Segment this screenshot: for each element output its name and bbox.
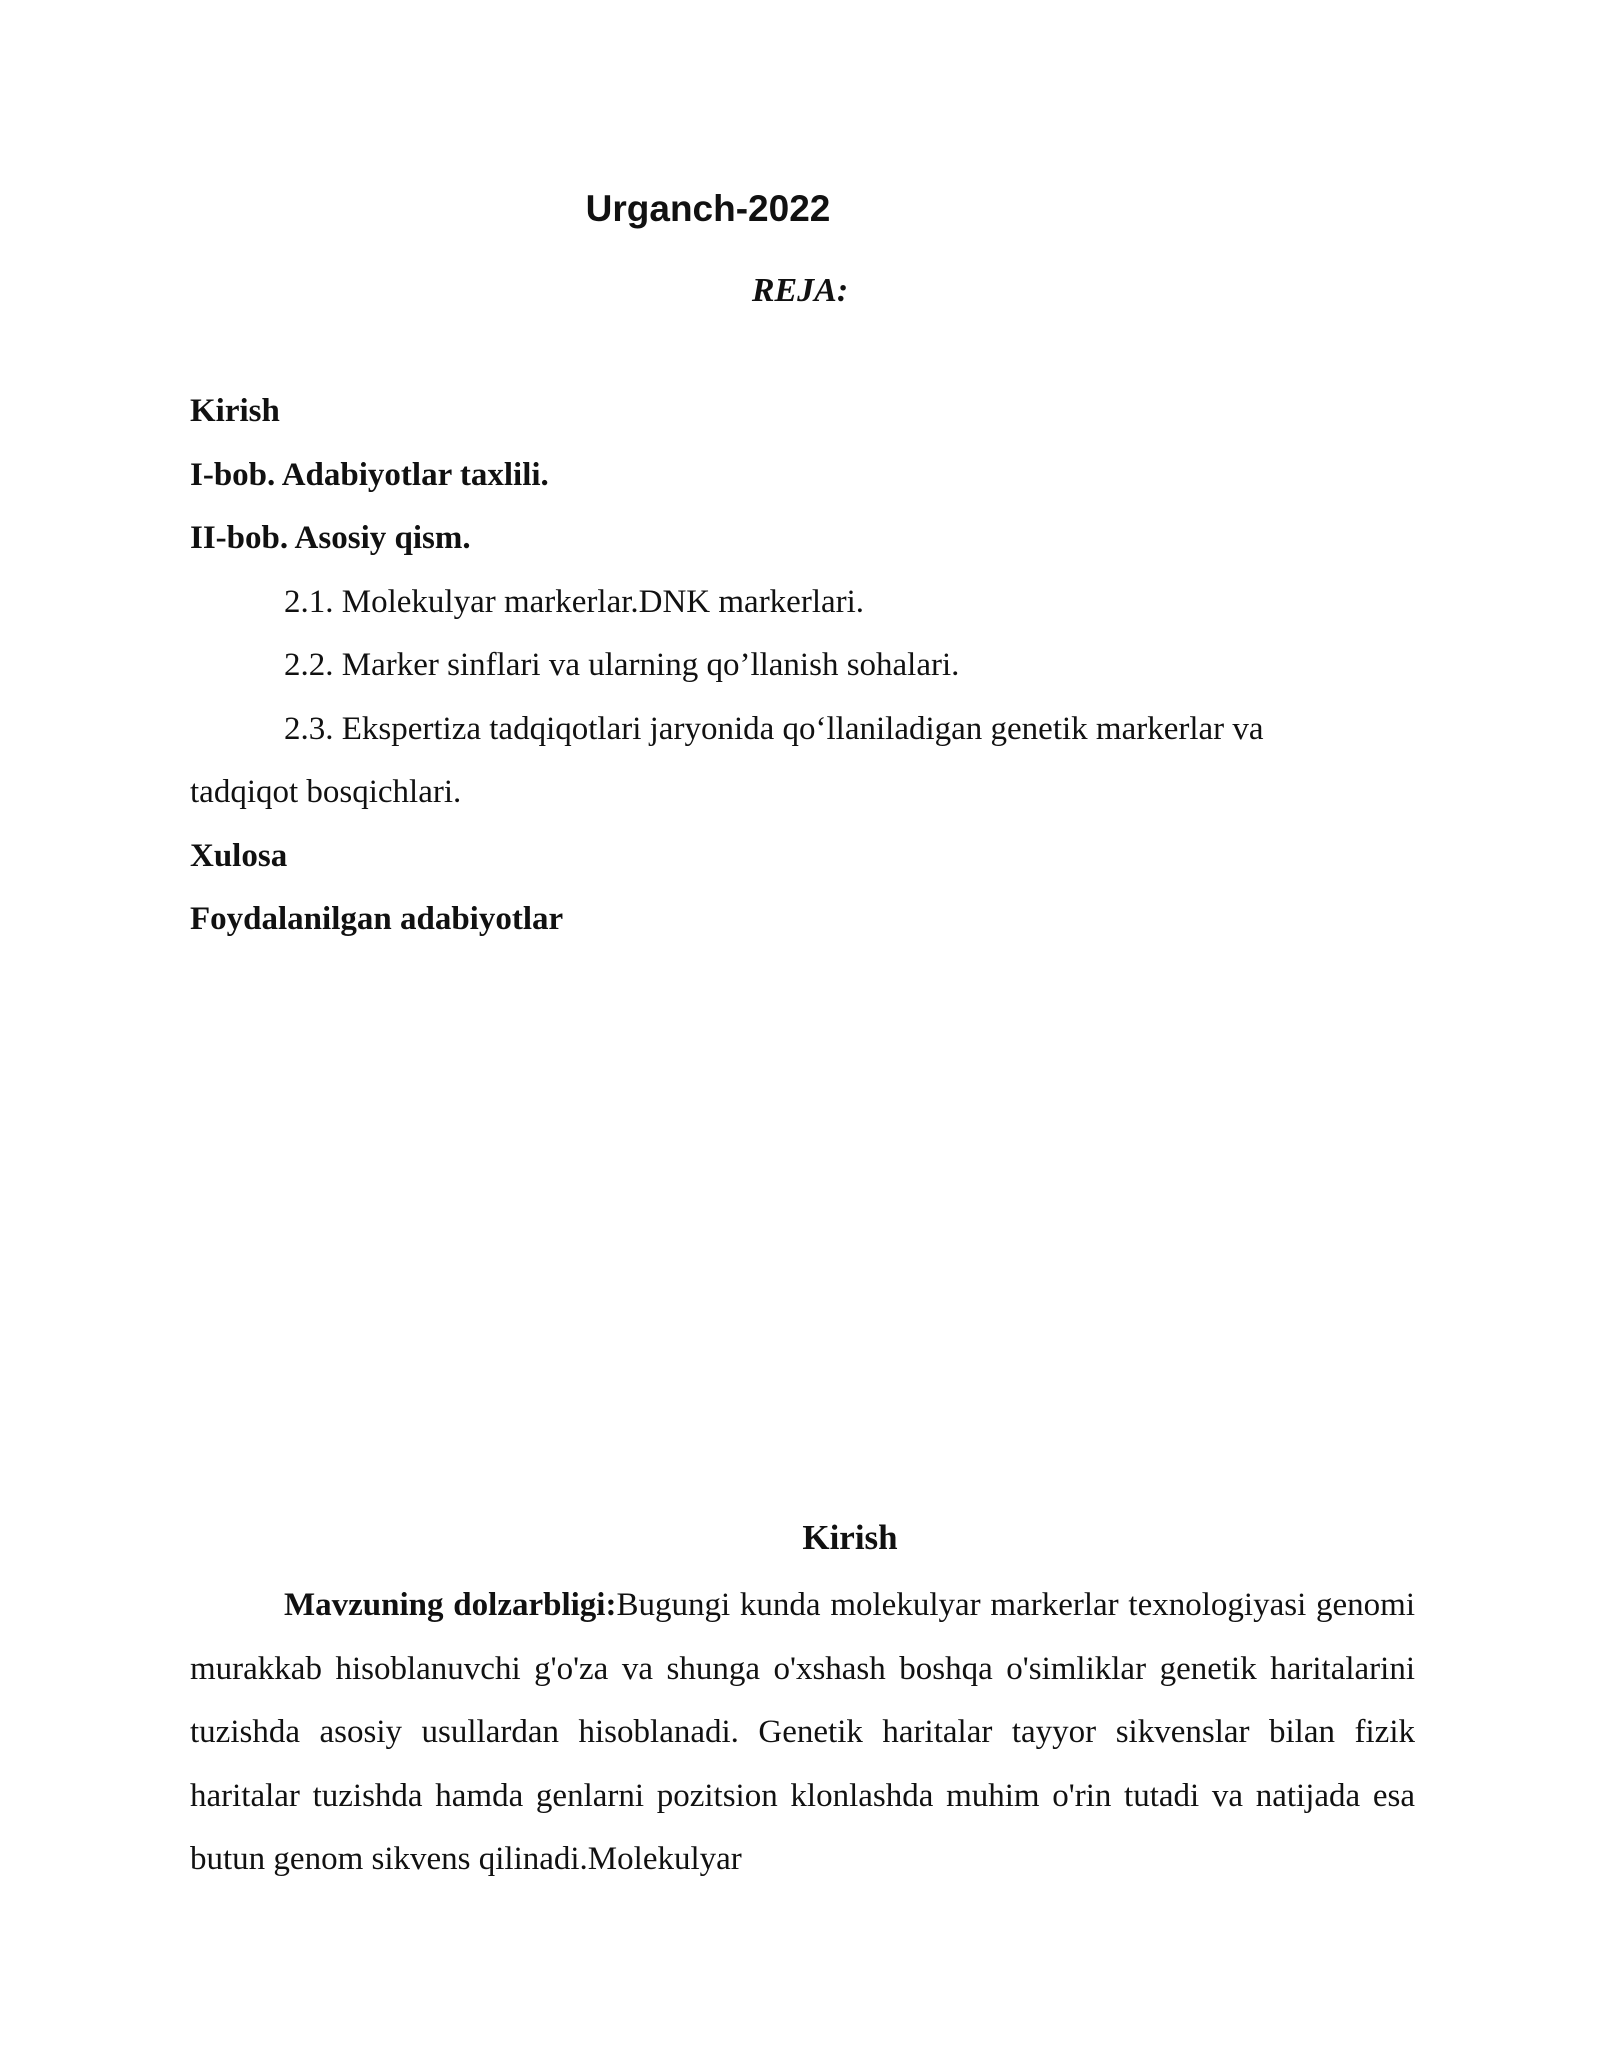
introduction-heading: Kirish — [802, 1518, 898, 1557]
toc-item-section-2-3-continued: tadqiqot bosqichlari. — [190, 774, 462, 810]
toc-item-section-2-3: 2.3. Ekspertiza tadqiqotlari jaryonida qo‘llaniladigan genetik markerlar va — [284, 710, 1264, 747]
relevance-text: Bugungi kunda molekulyar markerlar texnologiyasi genomi murakkab hisoblanuvchi g'o'za va shunga o'xshash boshqa o'simliklar genetik haritalarini tuzishda asosiy usullardan hisoblanadi. Genetik haritalar tayyor sikvenslar bilan fizik haritalar tuzishda hamda genlarni pozitsion klonlashda muhim o'rin tutadi va natijada esa butun genom sikvens qilinadi.Molekulyar — [190, 1587, 1416, 1877]
relevance-lead: Mavzuning dolzarbligi: — [284, 1587, 617, 1623]
toc-item-intro: Kirish — [190, 393, 280, 429]
table-of-contents — [190, 380, 1415, 952]
city-date-line: Urganch-2022 — [585, 188, 831, 229]
toc-item-chapter-1: I-bob. Adabiyotlar taxlili. — [190, 456, 549, 493]
introduction-paragraph — [190, 1574, 1415, 1892]
plan-heading: REJA: — [751, 272, 849, 309]
toc-item-conclusion: Xulosa — [190, 837, 288, 874]
toc-item-section-2-1: 2.1. Molekulyar markerlar.DNK markerlari. — [284, 583, 865, 620]
toc-item-references: Foydalanilgan adabiyotlar — [190, 901, 564, 937]
toc-item-chapter-2: II-bob. Asosiy qism. — [190, 520, 471, 556]
toc-item-section-2-2: 2.2. Marker sinflari va ularning qo’llanish sohalari. — [284, 647, 960, 683]
